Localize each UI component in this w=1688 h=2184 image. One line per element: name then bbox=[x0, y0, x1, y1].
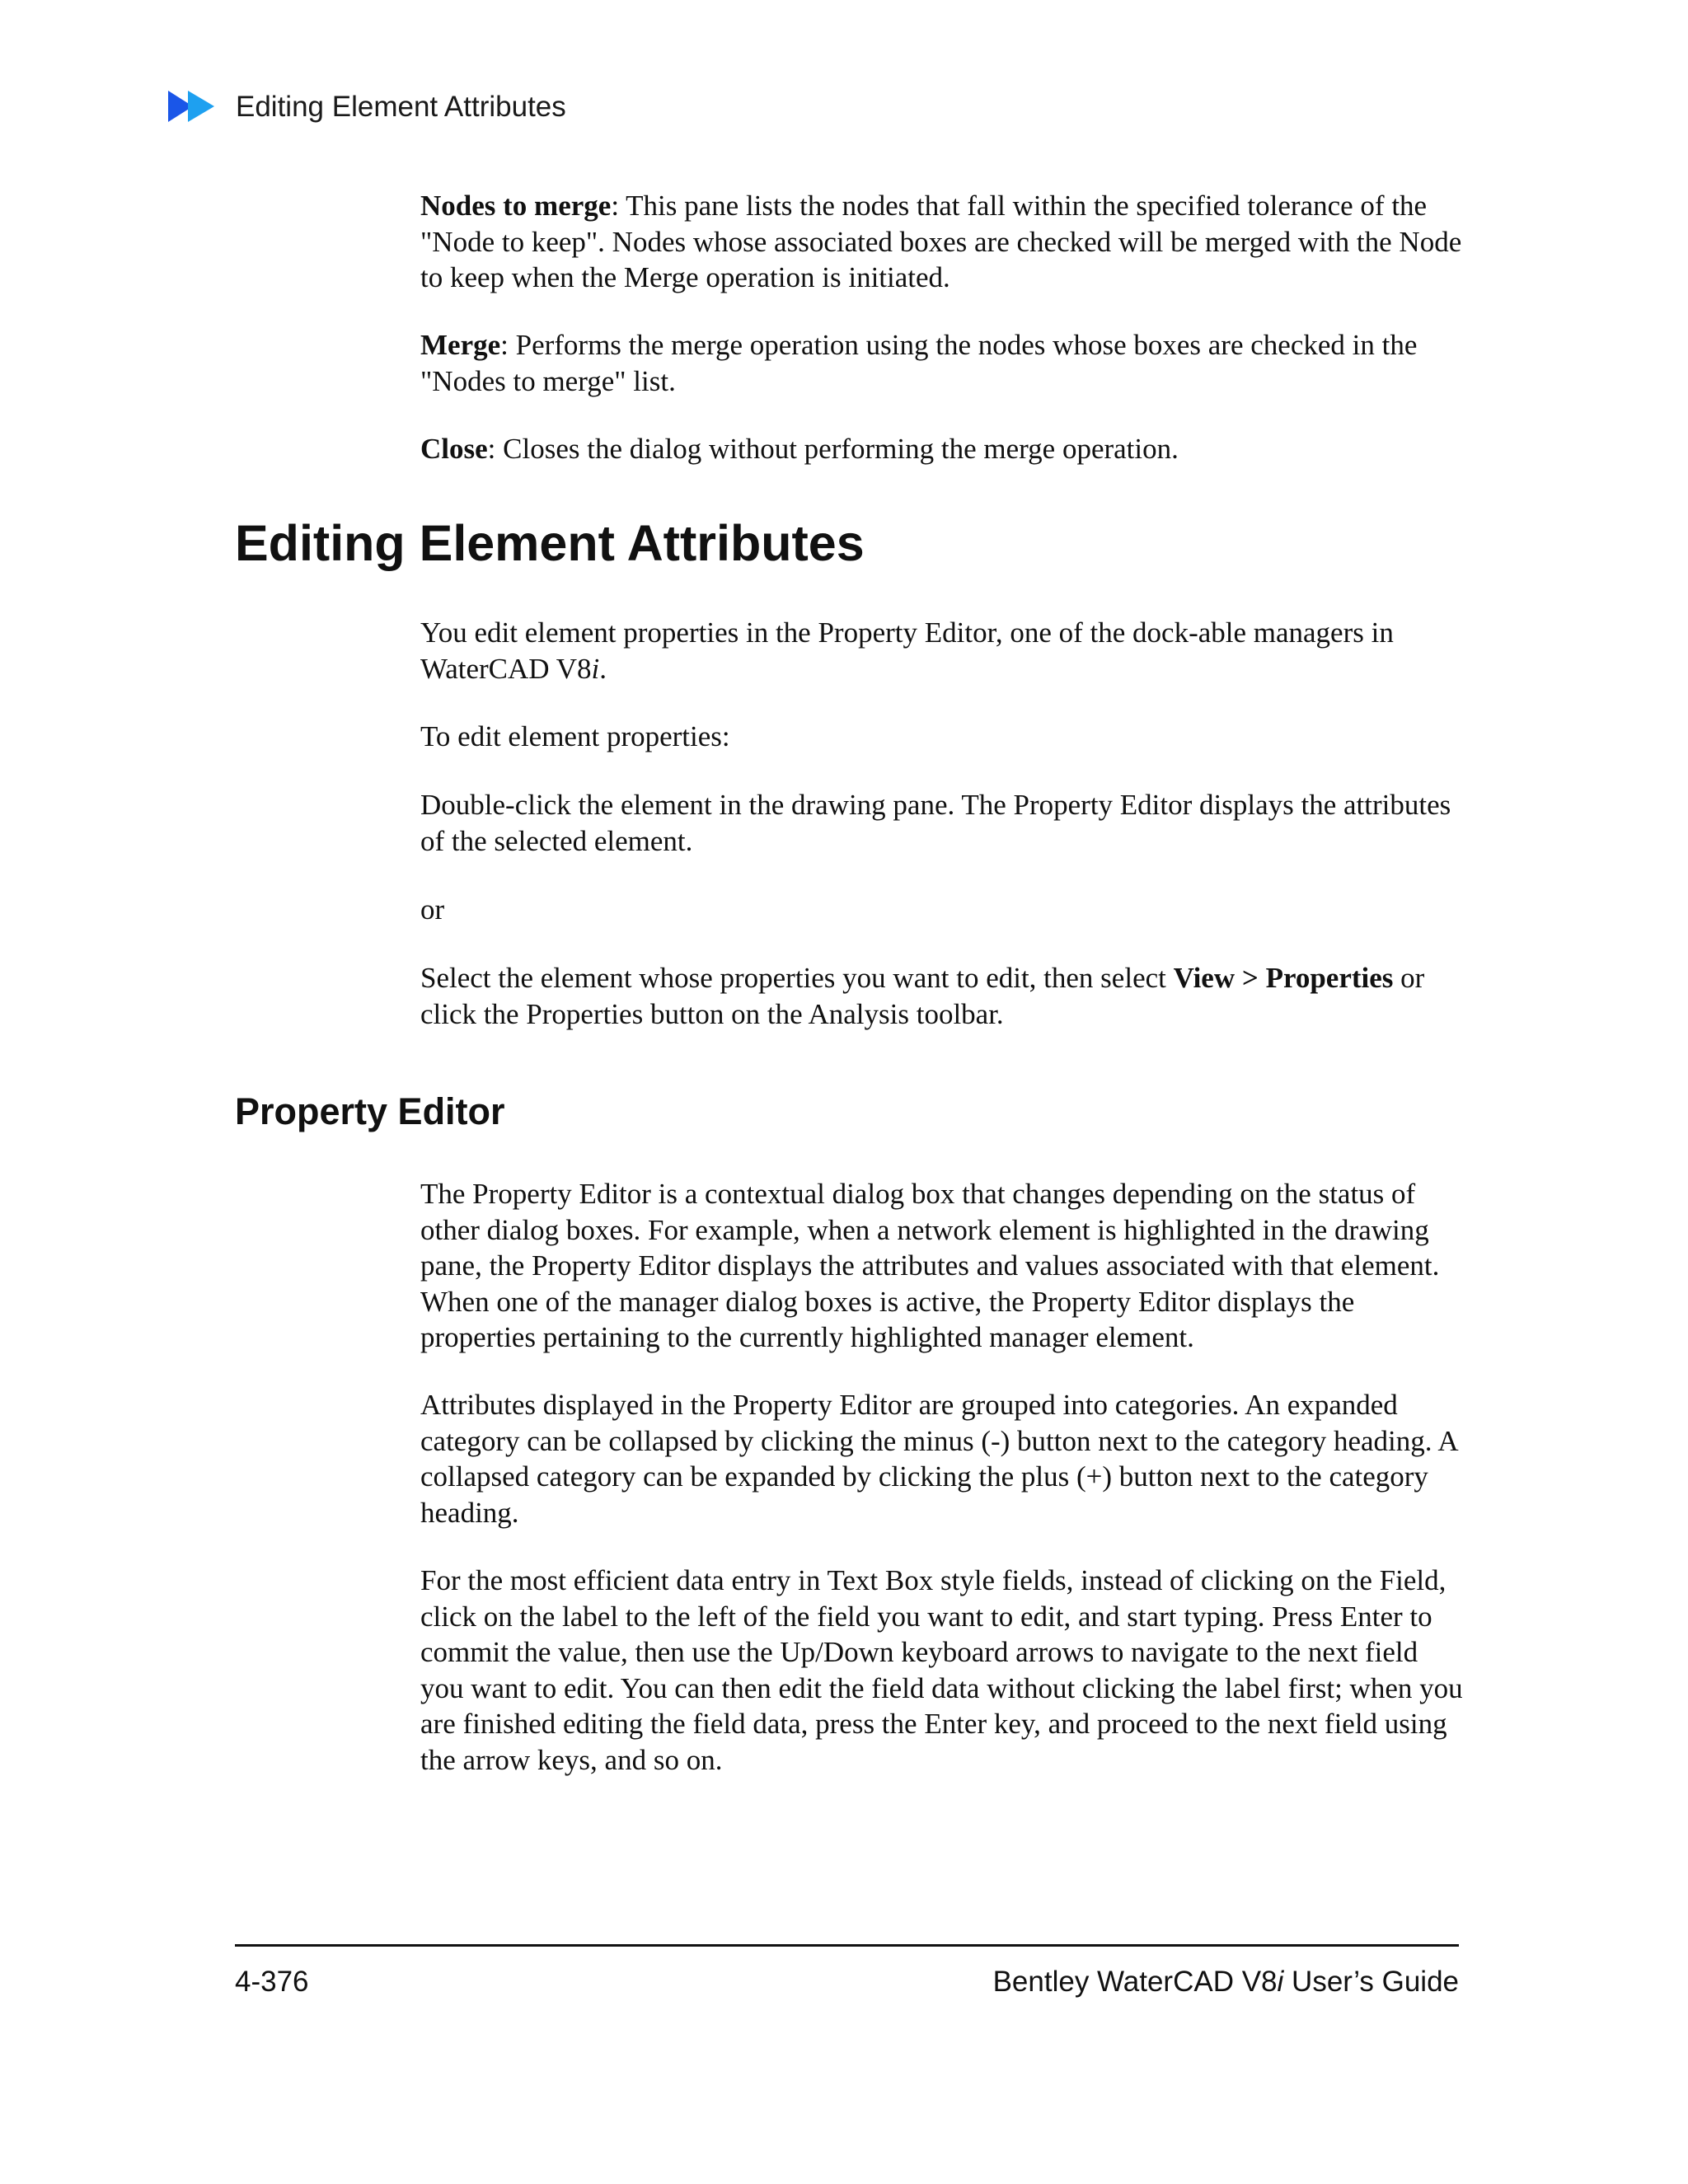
property-editor-paragraph-3: For the most efficient data entry in Text Box style fields, instead of clicking on the Field, click on the label to the left of the field you want to edit, and start typing. Press Enter to commit the value, then use the Up/Down keyboard arrows to navigate to the next field you want to edit. You can then edit the field data without clicking the label first; when you are finished editing the field data, press the Enter key, and proceed to the next field using the arrow keys, and so on. bbox=[420, 1564, 1463, 1776]
running-header-title: Editing Element Attributes bbox=[236, 91, 566, 123]
close-term: Close bbox=[420, 433, 488, 465]
guide-title-italic: i bbox=[1277, 1966, 1284, 1998]
section-title-editing-element-attributes: Editing Element Attributes bbox=[235, 515, 865, 571]
section-title-property-editor: Property Editor bbox=[235, 1090, 505, 1132]
double-click-paragraph: Double-click the element in the drawing pane. The Property Editor displays the attributes of the selected element. bbox=[420, 789, 1451, 857]
intro-text: You edit element properties in the Property Editor, one of the dock-able managers in WaterCAD V8 bbox=[420, 616, 1394, 685]
close-text: : Closes the dialog without performing the merge operation. bbox=[487, 433, 1179, 465]
intro-end: . bbox=[599, 652, 607, 685]
view-properties-menu-path: View > Properties bbox=[1173, 962, 1394, 994]
footer-divider bbox=[235, 1944, 1459, 1947]
nodes-to-merge-text: : This pane lists the nodes that fall within the specified tolerance of the "Node to keep". Nodes whose associated boxes are checked will be merged with the Node to keep when the Merge operation is initiated. bbox=[420, 190, 1462, 293]
merge-term: Merge bbox=[420, 329, 501, 361]
nodes-to-merge-paragraph bbox=[420, 188, 1467, 296]
to-edit-paragraph: To edit element properties: bbox=[420, 720, 730, 752]
nodes-to-merge-term: Nodes to merge bbox=[420, 190, 612, 222]
merge-paragraph bbox=[420, 327, 1467, 399]
select-end: or click the Properties button on the Analysis toolbar. bbox=[420, 962, 1425, 1030]
double-arrow-icon bbox=[168, 89, 223, 124]
select-element-paragraph bbox=[420, 960, 1467, 1032]
guide-title-post: User’s Guide bbox=[1283, 1966, 1459, 1998]
page-number: 4-376 bbox=[235, 1966, 309, 1998]
select-text: Select the element whose properties you want to edit, then select bbox=[420, 962, 1174, 994]
or-paragraph: or bbox=[420, 893, 445, 926]
property-editor-paragraph-1: The Property Editor is a contextual dialog box that changes depending on the status of other dialog boxes. For example, when a network element is highlighted in the drawing pane, the Property Editor displays the attributes and values associated with that element. When one of the manager dialog boxes is active, the Property Editor displays the properties pertaining to the currently highlighted manager element. bbox=[420, 1178, 1440, 1353]
guide-title-pre: Bentley WaterCAD V8 bbox=[992, 1966, 1278, 1998]
property-editor-intro-paragraph bbox=[420, 615, 1467, 687]
property-editor-paragraph-2: Attributes displayed in the Property Editor are grouped into categories. An expanded category can be collapsed by clicking the minus (-) button next to the category heading. A collapsed category can be expanded by clicking the plus (+) button next to the category heading. bbox=[420, 1389, 1457, 1529]
merge-text: : Performs the merge operation using the nodes whose boxes are checked in the "Nodes to merge" list. bbox=[420, 329, 1418, 397]
footer-guide-title bbox=[993, 1965, 1459, 1999]
close-paragraph bbox=[420, 431, 1467, 467]
intro-italic-i: i bbox=[591, 652, 600, 685]
